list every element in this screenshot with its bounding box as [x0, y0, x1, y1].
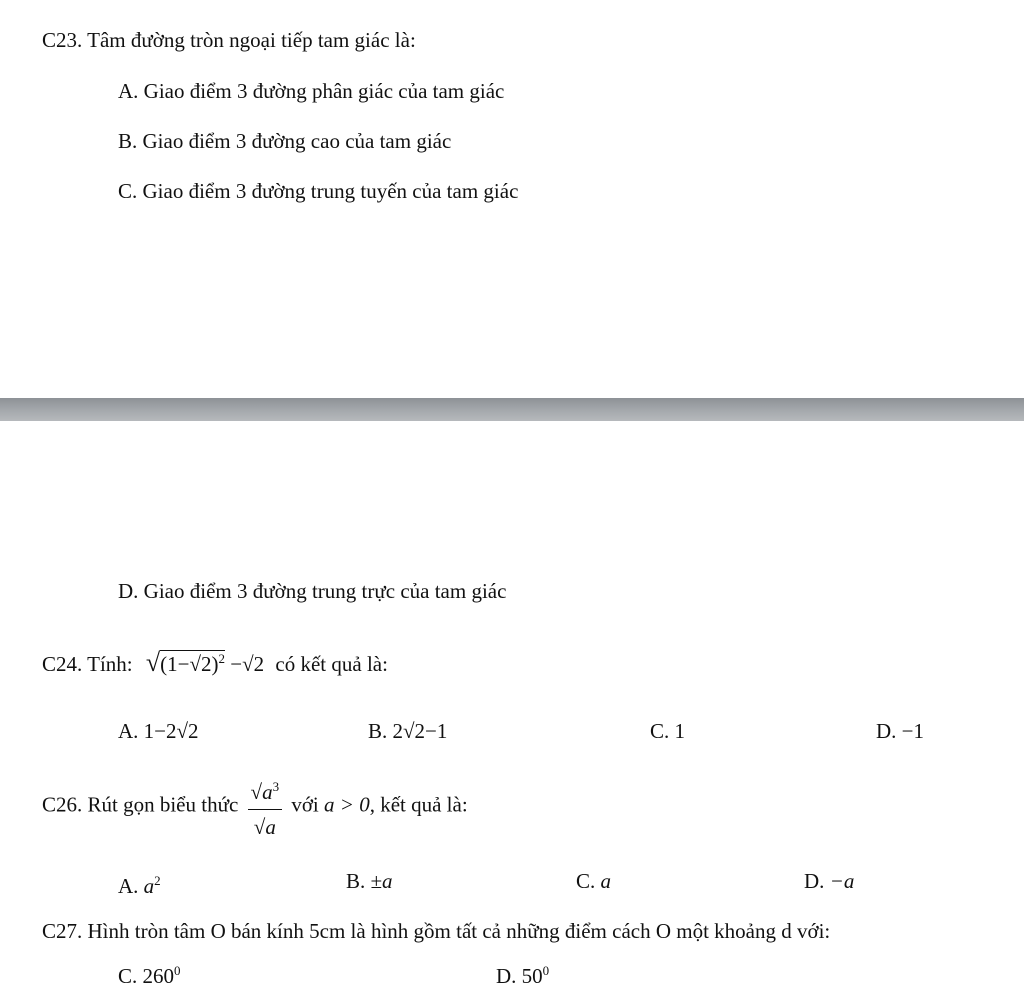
q24-prefix: C24. Tính: — [42, 651, 133, 676]
q26-b-label: B. — [346, 869, 366, 893]
q27-c-exp: 0 — [174, 963, 181, 978]
q26-suffix: , kết quả là: — [369, 792, 468, 817]
q23-question: C23. Tâm đường tròn ngoại tiếp tam giác là: — [42, 28, 416, 52]
q27-c-value: 260 — [142, 963, 175, 988]
q24-option-d — [876, 718, 924, 744]
q24-c-value: 1 — [674, 719, 686, 743]
q24-d-label: D. — [876, 719, 897, 743]
q27-c-label: C. — [118, 963, 138, 988]
sqrt-sign: √ — [145, 647, 161, 677]
q24-d-value: −1 — [901, 719, 925, 743]
q26-denominator: √a — [253, 814, 276, 839]
q24-b-value: 2√2−1 — [392, 719, 448, 743]
page-gap — [0, 398, 1024, 421]
q27-option-d — [496, 958, 549, 989]
q26-option-c — [576, 868, 611, 894]
q24-option-c — [650, 718, 685, 744]
q26-question — [42, 772, 468, 842]
q27-option-c — [118, 958, 181, 989]
q24-option-a — [118, 718, 199, 744]
q24-tail: −√2 — [230, 651, 265, 676]
q27-d-value: 50 — [521, 963, 543, 988]
q27-d-exp: 0 — [542, 963, 550, 978]
q26-d-label: D. — [804, 869, 825, 893]
q24-question — [42, 646, 388, 677]
q23-option-d: D. Giao điểm 3 đường trung trực của tam giác — [118, 579, 507, 603]
q26-b-value: ±a — [370, 869, 393, 893]
q26-c-label: C. — [576, 869, 596, 893]
q24-radicand — [160, 650, 225, 676]
q23-option-c: C. Giao điểm 3 đường trung tuyến của tam giác — [118, 179, 519, 203]
q26-fraction — [248, 772, 283, 842]
q26-c-value: a — [600, 869, 612, 893]
q26-option-a — [118, 868, 161, 899]
q26-numerator-base: √a — [250, 779, 273, 804]
q23-option-b: B. Giao điểm 3 đường cao của tam giác — [118, 129, 452, 153]
q24-b-label: B. — [368, 719, 388, 743]
q24-suffix: có kết quả là: — [275, 651, 388, 676]
q24-a-value: 1−2√2 — [143, 719, 199, 743]
q26-option-b — [346, 868, 393, 894]
q26-a-exp: 2 — [154, 873, 161, 888]
q26-option-d — [804, 868, 854, 894]
q24-expression — [145, 647, 270, 677]
q26-prefix: C26. Rút gọn biểu thức — [42, 792, 239, 817]
q27-question: C27. Hình tròn tâm O bán kính 5cm là hình gồm tất cả những điểm cách O một khoảng d với: — [42, 919, 831, 943]
q26-numerator-exp: 3 — [272, 779, 280, 794]
q26-a-label: A. — [118, 873, 139, 898]
q24-a-label: A. — [118, 719, 139, 743]
q26-a-value: a — [143, 873, 155, 898]
q24-c-label: C. — [650, 719, 670, 743]
q26-condition: a > 0 — [324, 792, 370, 817]
q24-inner: (1−√2) — [160, 651, 219, 676]
q26-d-value: −a — [829, 869, 855, 893]
q26-numerator — [248, 772, 283, 810]
q24-option-b — [368, 718, 447, 744]
q26-condition-pre: với — [291, 792, 319, 817]
q24-exponent: 2 — [218, 651, 226, 666]
q23-option-a: A. Giao điểm 3 đường phân giác của tam giác — [118, 79, 505, 103]
q27-d-label: D. — [496, 963, 517, 988]
